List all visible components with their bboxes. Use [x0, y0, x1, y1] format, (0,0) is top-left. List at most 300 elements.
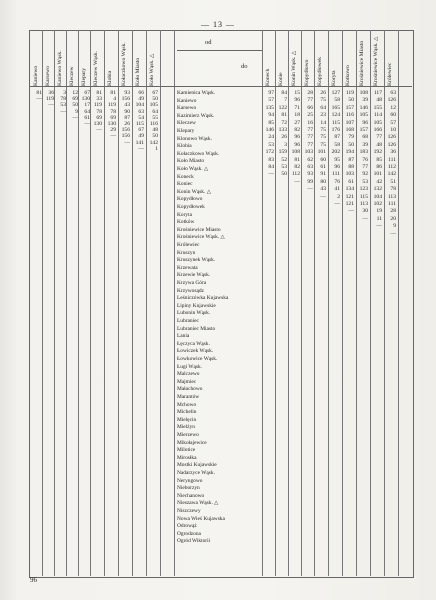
distance-cell: —	[138, 145, 144, 152]
station-name: Kaniewo	[177, 97, 197, 104]
distance-cell: 14	[320, 119, 326, 126]
station-name: Neryngowo	[177, 477, 203, 484]
distance-cell: 58	[334, 141, 340, 148]
distance-cell: —	[307, 186, 313, 193]
column-rule	[42, 30, 43, 576]
distance-cell: 166	[373, 127, 382, 133]
distance-cell: 39	[362, 97, 368, 104]
right-header-1	[262, 34, 274, 86]
distance-cell: 3	[63, 90, 66, 96]
station-name: Krośniewice Miasto	[177, 226, 221, 233]
distance-cell: 176	[331, 127, 340, 133]
station-name: Koniec	[177, 181, 193, 188]
distance-cell: 75	[320, 141, 326, 148]
distance-cell: 36	[390, 149, 396, 156]
station-name: Krośniewice Wąsk. △	[177, 234, 225, 241]
left-header-6	[90, 34, 102, 86]
distance-cell: 61	[84, 114, 90, 121]
distance-cell: 141	[135, 139, 144, 146]
distance-cell: —	[320, 193, 326, 200]
distance-cell: 92	[362, 171, 368, 178]
distance-cell: 52	[281, 156, 287, 163]
distance-cell: 50	[72, 102, 78, 109]
distance-cell: 2	[337, 193, 340, 200]
distance-cell: 159	[278, 149, 287, 156]
distance-cell: 53	[362, 178, 368, 185]
distance-cell: 77	[307, 97, 313, 104]
column-rule	[174, 30, 175, 576]
station-name: Nieborzyn	[177, 485, 200, 492]
distance-cell: 81	[36, 90, 42, 96]
station-name: Kleczew	[177, 120, 196, 127]
right-header-6	[328, 34, 340, 86]
distance-cell: 156	[121, 96, 130, 103]
distance-cell: 111	[388, 156, 396, 163]
distance-cell: 66	[307, 104, 313, 111]
distance-cell: 87	[124, 114, 130, 121]
station-name: Koneck	[177, 173, 194, 180]
distance-cell: 84	[281, 90, 287, 96]
left-header-10	[146, 34, 158, 86]
station-name: Michelin	[177, 409, 197, 416]
distance-cell: —	[72, 114, 78, 121]
distance-cell: 156	[121, 127, 130, 134]
distance-cell: 142	[149, 139, 158, 146]
distance-cell: 132	[373, 186, 382, 193]
distance-cell: 33	[96, 96, 102, 103]
distance-cell: 61	[320, 164, 326, 170]
distance-cell: 183	[359, 149, 368, 156]
distance-cell: 121	[345, 193, 354, 200]
distance-cell: 67	[138, 127, 144, 134]
distance-cell: 126	[387, 141, 396, 148]
distance-cell: 64	[320, 104, 326, 111]
distance-cell: 142	[387, 171, 396, 178]
station-name: Klonowo Wąsk.	[177, 135, 212, 142]
distance-cell: 23	[320, 112, 326, 119]
left-header-label: Karsewo	[45, 66, 51, 86]
distance-cell: 39	[362, 141, 368, 148]
distance-cell: 108	[291, 149, 300, 156]
distance-cell: 72	[281, 119, 287, 126]
station-name: Leśniczówka Kujawska	[177, 295, 229, 302]
station-name: Odrowąż	[177, 523, 197, 530]
distance-cell: 62	[307, 156, 313, 163]
distance-cell: 24	[268, 134, 274, 141]
left-header-label: Klobia	[107, 70, 113, 86]
distance-cell: 105	[359, 112, 368, 119]
distance-cell: 63	[138, 108, 144, 115]
distance-cell: 155	[373, 104, 382, 111]
left-header-1	[30, 34, 42, 86]
distance-cell: 11	[376, 215, 382, 222]
right-header-label: Koneck	[265, 68, 271, 86]
station-name: Ługi Wąsk.	[177, 363, 203, 370]
station-name: Królewiec	[177, 242, 200, 248]
distance-cell: 96	[294, 97, 300, 104]
distance-cell: —	[294, 178, 300, 185]
distance-cell: 43	[124, 102, 130, 109]
distance-cell: 18	[294, 112, 300, 119]
distance-cell: 66	[138, 90, 144, 96]
station-name: Mierzewo	[177, 432, 199, 438]
station-name: Krzywosądz	[177, 287, 204, 294]
distance-cell: 116	[149, 121, 158, 127]
distance-cell: 103	[304, 149, 313, 156]
distance-cell: 9	[393, 223, 396, 230]
distance-cell: 77	[362, 164, 368, 170]
distance-cell: 50	[152, 133, 158, 140]
station-name: Nadarzyce Wąsk.	[177, 470, 215, 476]
distance-cell: 51	[390, 178, 396, 185]
left-header-label: Kołaczkowo Wąsk.	[121, 42, 127, 86]
station-name: Lubraniec Miasto	[177, 325, 216, 332]
right-header-label: Kotkowo	[345, 65, 351, 86]
distance-cell: 43	[320, 186, 326, 193]
left-header-9	[132, 34, 144, 86]
distance-cell: 10	[390, 127, 396, 133]
left-header-2	[42, 34, 54, 86]
distance-cell: 77	[307, 134, 313, 141]
station-name: Mostki Kujawskie	[177, 462, 217, 469]
left-header-label: Kaniewo Wąsk.	[57, 50, 63, 86]
distance-cell: 126	[387, 97, 396, 104]
distance-cell: 86	[376, 164, 382, 170]
station-name: Niechanowo	[177, 492, 205, 499]
distance-cell: 50	[348, 141, 354, 148]
station-name: Konin Wąsk. △	[177, 188, 211, 195]
left-header-label: Klepary	[81, 67, 87, 86]
distance-cell: 101	[373, 171, 382, 178]
distance-cell: 63	[307, 164, 313, 170]
right-header-label: Kopydłowek	[317, 57, 323, 86]
distance-cell: 96	[334, 164, 340, 170]
distance-cell: 115	[331, 119, 340, 126]
distance-cell: 68	[362, 134, 368, 141]
distance-cell: 67	[152, 90, 158, 96]
distance-cell: 127	[331, 90, 340, 96]
distance-cell: 99	[307, 178, 313, 185]
distance-cell: 87	[348, 156, 354, 163]
station-name: Małachowo	[177, 386, 203, 393]
distance-cell: 78	[96, 108, 102, 115]
distance-cell: 69	[96, 114, 102, 121]
distance-cell: 64	[152, 108, 158, 115]
distance-cell: 130	[81, 96, 90, 103]
station-name: Malczewo	[177, 371, 200, 378]
distance-cell: 104	[373, 193, 382, 200]
distance-cell: 116	[345, 112, 354, 119]
distance-cell: 26	[320, 90, 326, 96]
left-header-4	[66, 34, 78, 86]
column-rule	[160, 30, 161, 576]
distance-cell: 77	[307, 141, 313, 148]
distance-cell: 27	[294, 119, 300, 126]
distance-cell: 7	[284, 97, 287, 104]
distance-cell: 60	[320, 156, 326, 163]
station-name: Kruszyn	[177, 249, 196, 256]
station-name: Niszczewy	[177, 508, 201, 514]
left-header-label: Koło Miasto	[135, 57, 141, 86]
distance-cell: 90	[124, 108, 130, 115]
distance-cell: 108	[359, 90, 368, 96]
distance-cell: 105	[373, 119, 382, 126]
station-name: Łęczyca Wąsk.	[177, 340, 210, 347]
distance-cell: 19	[376, 208, 382, 215]
distance-cell: 80	[320, 178, 326, 185]
left-header-label: Kleczew	[69, 66, 75, 86]
station-name: Koło Miasto	[177, 158, 205, 165]
distance-cell: 76	[334, 178, 340, 185]
left-header-label: Kaniewo	[33, 65, 39, 86]
station-name: Mirosłka	[177, 454, 197, 461]
distance-cell: 119	[45, 96, 54, 103]
station-name: Nieszawa Wąsk. △	[177, 500, 219, 507]
distance-cell: 112	[291, 171, 300, 178]
right-header-4	[301, 34, 313, 86]
distance-cell: 69	[110, 114, 116, 121]
station-name: Lipiny Kujawskie	[177, 302, 216, 309]
distance-cell: 97	[268, 90, 274, 96]
station-name: Kazimierz Wąsk.	[177, 112, 215, 119]
distance-cell: 168	[345, 127, 354, 133]
distance-cell: 53	[60, 102, 66, 109]
distance-cell: 48	[376, 141, 382, 148]
distance-cell: 83	[268, 156, 274, 163]
station-name: Mielęcin	[177, 416, 197, 423]
distance-cell: 75	[320, 127, 326, 133]
distance-cell: 60	[390, 112, 396, 119]
distance-cell: 85	[268, 119, 274, 126]
distance-cell: 53	[281, 164, 287, 170]
station-name: Lubonin Wąsk.	[177, 310, 211, 317]
distance-cell: 117	[373, 90, 382, 96]
distance-cell: 26	[281, 134, 287, 141]
distance-cell: 49	[138, 96, 144, 103]
distance-cell: 156	[121, 133, 130, 140]
distance-cell: 115	[359, 193, 368, 200]
distance-cell: 57	[268, 97, 274, 104]
distance-cell: 25	[307, 112, 313, 119]
distance-cell: 122	[278, 104, 287, 111]
right-header-9	[370, 34, 382, 86]
left-header-label: Koło Wąsk. △	[149, 53, 155, 86]
station-name: Mikołajewice	[177, 439, 207, 446]
distance-cell: 75	[320, 97, 326, 104]
distance-cell: 157	[359, 127, 368, 133]
distance-cell: 84	[268, 164, 274, 170]
header-to-label: do	[241, 63, 248, 70]
distance-cell: —	[36, 96, 42, 103]
station-name: Lubraniec	[177, 318, 199, 324]
left-header-3	[54, 34, 66, 86]
distance-cell: 96	[294, 141, 300, 148]
distance-cell: 115	[135, 121, 144, 127]
distance-cell: 78	[390, 186, 396, 193]
distance-cell: 81	[281, 112, 287, 119]
distance-cell: 75	[320, 134, 326, 141]
distance-cell: —	[48, 102, 54, 109]
station-name: Mchowo	[177, 401, 197, 408]
distance-cell: 96	[362, 119, 368, 126]
left-header-7	[104, 34, 116, 86]
station-name: Kamienica Wąsk.	[177, 90, 216, 96]
distance-cell: 17	[84, 102, 90, 109]
distance-cell: 114	[373, 112, 382, 119]
distance-cell: 49	[138, 133, 144, 140]
distance-cell: 157	[345, 104, 354, 111]
station-name: Kopydłowek	[177, 204, 205, 210]
distance-cell: 123	[359, 186, 368, 193]
station-name: Koryta	[177, 211, 192, 218]
distance-cell: 130	[107, 121, 116, 127]
distance-cell: 28	[307, 90, 313, 96]
distance-cell: 104	[135, 102, 144, 109]
distance-cell: 119	[93, 102, 102, 109]
distance-cell: 15	[294, 90, 300, 96]
station-name: Lania	[177, 333, 190, 340]
distance-cell: 41	[334, 186, 340, 193]
distance-cell: 202	[331, 149, 340, 156]
distance-cell: 9	[75, 108, 78, 115]
distance-cell: 36	[48, 90, 54, 96]
distance-cell: 133	[278, 127, 287, 133]
distance-cell: 81	[294, 156, 300, 163]
distance-cell: 135	[265, 104, 274, 111]
distance-cell: 67	[84, 90, 90, 96]
distance-cell: 3	[284, 141, 287, 148]
station-name: Klobia	[177, 143, 192, 150]
right-header-2	[275, 34, 287, 86]
left-header-8	[118, 34, 130, 86]
distance-cell: 29	[110, 127, 116, 134]
station-name: Łowkowice Wąsk.	[177, 356, 218, 362]
distance-cell: 71	[294, 104, 300, 111]
distance-cell: 119	[107, 102, 116, 109]
distance-cell: 16	[307, 119, 313, 126]
distance-cell: 111	[332, 171, 340, 178]
row-rule	[29, 86, 412, 87]
distance-cell: 192	[373, 149, 382, 156]
distance-cell: 119	[345, 90, 354, 96]
station-name: Milotice	[177, 447, 196, 454]
station-name: Kołaczkowo Wąsk.	[177, 150, 220, 157]
station-name: Ogród Wiktorii	[177, 538, 211, 545]
distance-cell: 103	[345, 171, 354, 178]
distance-cell: 48	[376, 97, 382, 104]
right-header-label: Konin Wąsk. △	[291, 50, 297, 86]
column-rule	[398, 30, 399, 576]
right-header-label: Królewiec	[387, 62, 393, 86]
distance-cell: 78	[110, 108, 116, 115]
station-name: Krzewie Wąsk.	[177, 272, 211, 279]
distance-cell: 91	[320, 171, 326, 178]
station-name: Klepary	[177, 128, 195, 134]
distance-cell: 30	[362, 208, 368, 215]
distance-cell: 77	[376, 134, 382, 141]
distance-cell: 121	[345, 201, 354, 207]
distance-cell: 12	[72, 90, 78, 96]
distance-cell: 126	[387, 134, 396, 141]
distance-cell: 53	[268, 141, 274, 148]
distance-cell: 78	[60, 96, 66, 103]
distance-cell: 55	[152, 114, 158, 121]
distance-cell: 81	[96, 90, 102, 96]
station-name: Kruszynek Wąsk.	[177, 257, 216, 264]
distance-cell: 64	[84, 108, 90, 115]
station-name: Marantów	[177, 394, 200, 400]
right-header-7	[342, 34, 354, 86]
footer-page-number: 96	[30, 576, 37, 584]
distance-cell: 94	[268, 112, 274, 119]
distance-cell: —	[124, 139, 130, 146]
distance-cell: —	[60, 108, 66, 115]
distance-cell: 4	[113, 96, 116, 103]
distance-cell: 101	[317, 149, 326, 156]
station-name: Łowiczek Wąsk.	[177, 348, 214, 355]
left-header-5	[78, 34, 90, 86]
right-header-10	[384, 34, 396, 86]
right-header-label: Kopydłowo	[304, 59, 310, 86]
right-header-5	[314, 34, 326, 86]
station-name: Koło Wąsk. △	[177, 166, 209, 172]
distance-cell: 85	[376, 156, 382, 163]
right-header-label: Konie	[278, 72, 284, 86]
distance-cell: 76	[362, 156, 368, 163]
station-name: Krzywa Góra	[177, 280, 207, 286]
distance-cell: 26	[124, 121, 130, 127]
distance-cell: 112	[387, 164, 396, 170]
right-header-label: Krośniewice Miasto	[359, 40, 365, 86]
distance-cell: 111	[388, 201, 396, 207]
left-header-label: Kleczew Wąsk.	[93, 51, 99, 86]
row-rule	[177, 50, 262, 51]
distance-cell: 146	[359, 104, 368, 111]
distance-cell: 77	[307, 127, 313, 133]
distance-cell: 28	[390, 208, 396, 215]
distance-cell: 105	[149, 102, 158, 109]
distance-cell: 107	[345, 119, 354, 126]
distance-cell: 50	[348, 97, 354, 104]
station-name: Mielżyn	[177, 424, 195, 431]
header-from-label: od	[205, 39, 212, 46]
distance-cell: 50	[152, 96, 158, 103]
distance-cell: —	[390, 230, 396, 237]
station-name: Ogrodzona	[177, 530, 201, 537]
station-name: Krzewata	[177, 264, 198, 271]
distance-cell: 50	[281, 171, 287, 178]
distance-cell: 48	[152, 127, 158, 134]
distance-cell: 130	[93, 121, 102, 127]
distance-cell: 81	[110, 90, 116, 96]
station-name: Kopydłowo	[177, 196, 203, 203]
distance-cell: —	[84, 121, 90, 127]
distance-cell: 96	[294, 134, 300, 141]
page-number: — 13 —	[201, 20, 235, 29]
distance-cell: 95	[334, 156, 340, 163]
distance-cell: —	[268, 171, 274, 178]
distance-cell: 194	[345, 149, 354, 156]
right-header-label: Krośniewice Wąsk. △	[373, 36, 379, 86]
distance-cell: 146	[265, 127, 274, 133]
distance-cell: 113	[359, 201, 368, 207]
distance-cell: 124	[331, 112, 340, 119]
station-name: Karsewo	[177, 105, 197, 112]
distance-cell: 1	[155, 145, 158, 152]
station-name: Nowa Wieś Kujawska	[177, 515, 225, 522]
distance-cell: —	[110, 133, 116, 140]
distance-cell: 42	[376, 178, 382, 185]
